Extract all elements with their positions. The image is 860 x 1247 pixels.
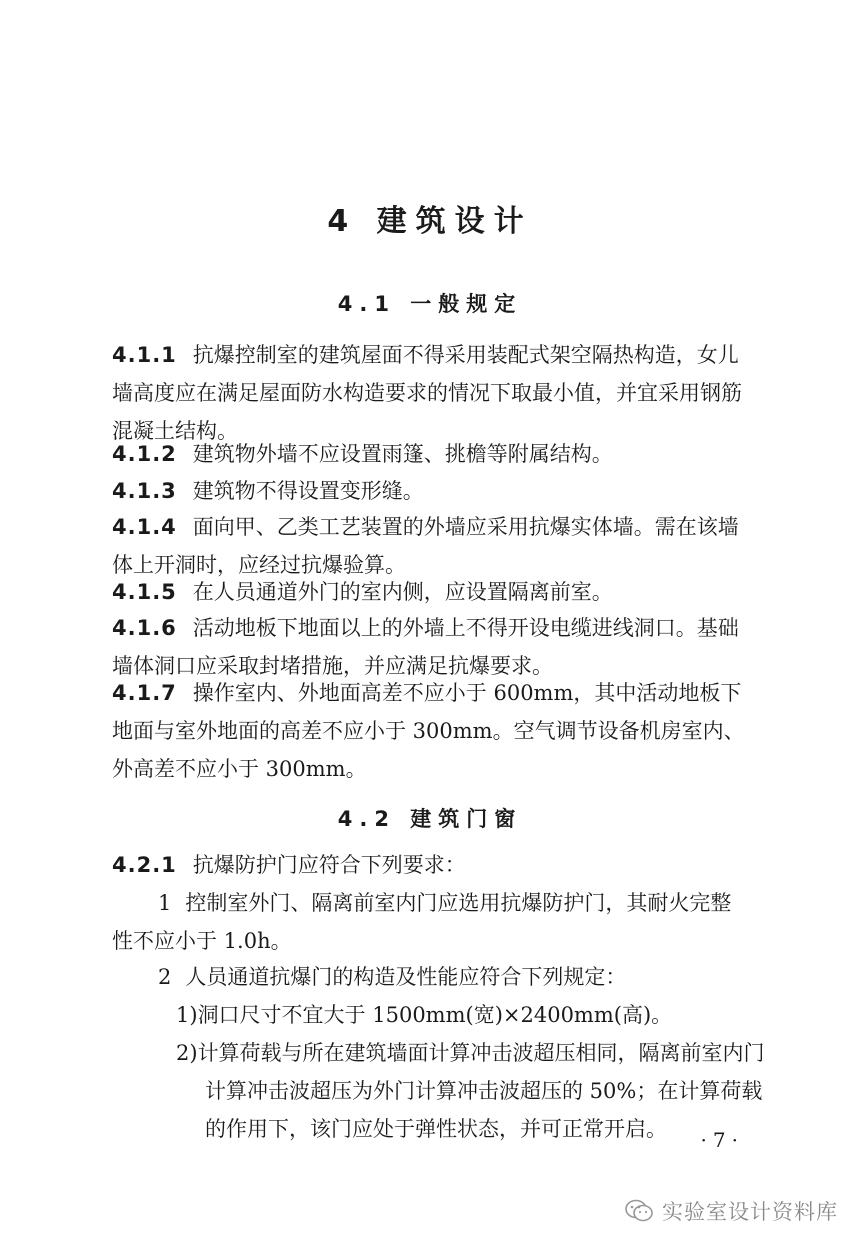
clause-text: 面向甲、乙类工艺装置的外墙应采用抗爆实体墙。需在该墙体上开洞时，应经过抗爆验算。 [112,515,739,577]
section-number: 4.1 [337,292,396,316]
clause-text: 抗爆控制室的建筑屋面不得采用装配式架空隔热构造，女儿墙高度应在满足屋面防水构造要求的情况下取最小值，并宜采用钢筋混凝土结构。 [112,343,742,443]
watermark [624,1196,838,1226]
clause-number: 4.1.7 [112,681,177,705]
clause-number: 4.1.6 [112,616,177,640]
clause-4-2-1 [112,846,752,884]
clause-number: 4.1.3 [112,479,177,503]
clause-number: 4.1.4 [112,515,177,539]
page-number: ·7· [700,1128,744,1152]
item-1 [112,884,752,960]
subitem-text: 洞口尺寸不宜大于 1500mm(宽)×2400mm(高)。 [197,1003,673,1027]
item-2 [112,958,752,996]
clause-4-1-5 [112,573,752,611]
section-name: 建筑门窗 [410,807,523,831]
section-title-4-2 [0,803,860,833]
item-text: 控制室外门、隔离前室内门应选用抗爆防护门，其耐火完整性不应小于 1.0h。 [112,891,732,953]
clause-4-1-1 [112,336,752,450]
item-text: 人员通道抗爆门的构造及性能应符合下列规定： [185,965,627,989]
chapter-title [0,196,860,240]
clause-text: 在人员通道外门的室内侧，应设置隔离前室。 [192,580,613,604]
clause-text: 建筑物不得设置变形缝。 [192,479,424,503]
watermark-text: 实验室设计资料库 [662,1200,838,1224]
item-number: 2 [158,965,172,989]
subitem-number: 2) [176,1041,198,1065]
clause-number: 4.1.2 [112,442,177,466]
section-number: 4.2 [337,807,396,831]
clause-4-1-2 [112,435,752,473]
clause-4-1-7 [112,674,752,788]
wechat-icon [624,1198,654,1224]
subitem-1 [176,996,781,1034]
clause-4-1-3 [112,472,752,510]
subitem-text: 计算荷载与所在建筑墙面计算冲击波超压相同，隔离前室内门计算冲击波超压为外门计算冲击波超压的 50%；在计算荷载的作用下，该门应处于弹性状态，并可正常开启。 [197,1041,765,1141]
section-name: 一般规定 [410,292,523,316]
clause-text: 抗爆防护门应符合下列要求： [192,853,466,877]
clause-number: 4.1.1 [112,343,177,367]
clause-text: 活动地板下地面以上的外墙上不得开设电缆进线洞口。基础墙体洞口应采取封堵措施，并应满足抗爆要求。 [112,616,739,678]
subitem-number: 1) [176,1003,198,1027]
clause-number: 4.2.1 [112,853,177,877]
chapter-name: 建筑设计 [376,204,533,239]
clause-number: 4.1.5 [112,580,177,604]
chapter-number: 4 [327,204,358,239]
subitem-2 [176,1034,781,1148]
clause-text: 建筑物外墙不应设置雨篷、挑檐等附属结构。 [192,442,613,466]
clause-text: 操作室内、外地面高差不应小于 600mm，其中活动地板下地面与室外地面的高差不应小于 300mm。空气调节设备机房室内、外高差不应小于 300mm。 [112,681,745,781]
section-title-4-1 [0,288,860,318]
item-number: 1 [158,891,172,915]
